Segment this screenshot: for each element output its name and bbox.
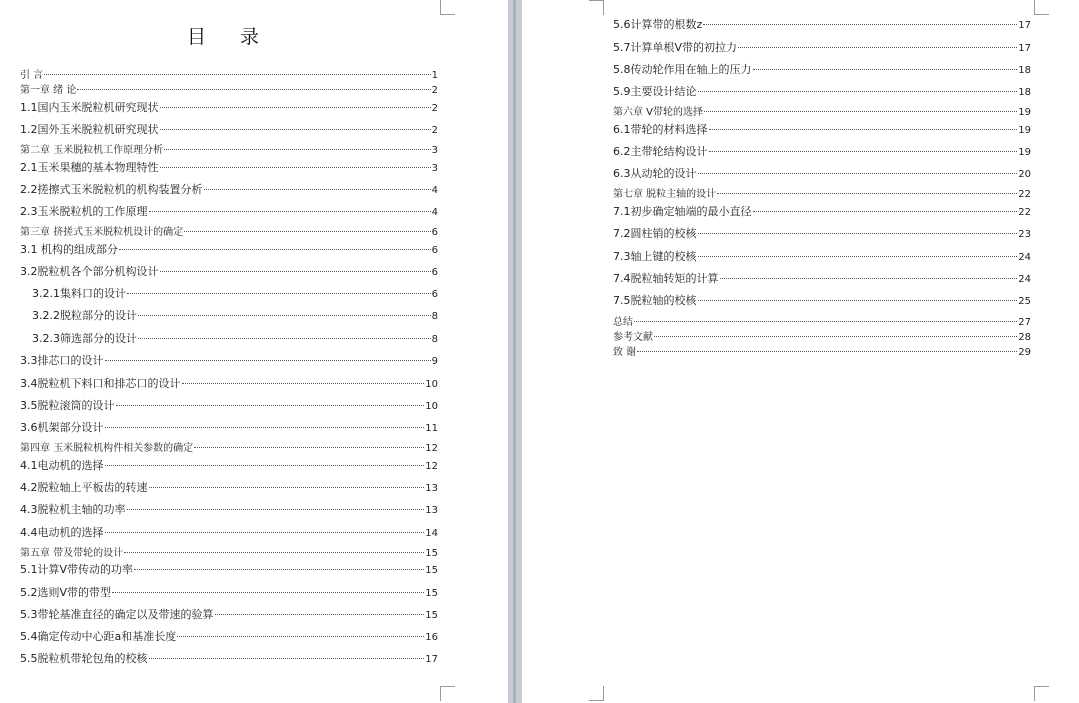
toc-entry-page: 24 (1018, 274, 1031, 285)
toc-entry-title: 4.2脱粒轴上平板齿的转速 (20, 481, 148, 494)
toc-entry-title: 6.1带轮的材料选择 (613, 123, 708, 136)
toc-entry-page: 2 (431, 103, 438, 114)
toc-entry[interactable] (20, 226, 438, 240)
toc-entry[interactable] (20, 84, 438, 98)
toc-entry[interactable] (20, 652, 438, 667)
toc-entry-page: 13 (425, 483, 438, 494)
toc-entry-title: 致 谢 (613, 347, 637, 358)
toc-entry[interactable] (20, 563, 438, 578)
toc-entry[interactable] (20, 101, 438, 116)
dot-leader (149, 487, 425, 488)
toc-entry-page: 4 (431, 185, 438, 196)
toc-entry-title: 7.2圆柱销的校核 (613, 227, 697, 240)
dot-leader (703, 24, 1017, 25)
toc-entry-page: 2 (431, 125, 438, 136)
toc-entry[interactable] (613, 331, 1031, 345)
dot-leader (717, 193, 1017, 194)
dot-leader (709, 129, 1018, 130)
toc-entry-page: 23 (1018, 229, 1031, 240)
toc-entry-title: 第二章 玉米脱粒机工作原理分析 (20, 145, 164, 156)
toc-entry-page: 9 (431, 356, 438, 367)
toc-entry-title: 2.3玉米脱粒机的工作原理 (20, 205, 148, 218)
toc-entry[interactable] (613, 106, 1031, 120)
dot-leader (105, 532, 425, 533)
toc-entry-title: 第一章 绪 论 (20, 85, 77, 96)
toc-entry-page: 3 (431, 163, 438, 174)
dot-leader (105, 427, 425, 428)
toc-entry-page: 3 (431, 145, 438, 156)
toc-entry-page: 15 (425, 565, 438, 576)
toc-entry[interactable] (32, 287, 438, 302)
toc-entry-title: 4.4电动机的选择 (20, 526, 104, 539)
toc-entry-page: 20 (1018, 169, 1031, 180)
toc-entry[interactable] (20, 459, 438, 474)
toc-entry-title: 5.8传动轮作用在轴上的压力 (613, 63, 752, 76)
toc-entry-title: 5.5脱粒机带轮包角的校核 (20, 652, 148, 665)
dot-leader (160, 129, 431, 130)
toc-entry-page: 14 (425, 528, 438, 539)
toc-entry-title: 3.3排芯口的设计 (20, 354, 104, 367)
toc-entry[interactable] (20, 503, 438, 518)
dot-leader (105, 465, 425, 466)
toc-entry[interactable] (20, 608, 438, 623)
toc-entry-title: 7.5脱粒轴的校核 (613, 294, 697, 307)
toc-entry-page: 15 (425, 548, 438, 559)
dot-leader (149, 658, 425, 659)
toc-entry-title: 5.7计算单根V带的初拉力 (613, 41, 738, 54)
toc-entry-page: 6 (431, 245, 438, 256)
toc-entry-title: 3.2.2脱粒部分的设计 (32, 309, 137, 322)
toc-entry[interactable] (20, 481, 438, 496)
toc-entry-page: 22 (1018, 189, 1031, 200)
toc-entry-title: 3.2.3筛选部分的设计 (32, 332, 137, 345)
toc-entry[interactable] (20, 377, 438, 392)
toc-entry-page: 22 (1018, 207, 1031, 218)
toc-entry-page: 19 (1018, 125, 1031, 136)
toc-entry-title: 5.9主要设计结论 (613, 85, 697, 98)
toc-entry-title: 5.6计算带的根数z (613, 18, 703, 31)
toc-entry-title: 第三章 挤搓式玉米脱粒机设计的确定 (20, 227, 184, 238)
dot-leader (698, 91, 1018, 92)
toc-entry[interactable] (613, 18, 1031, 33)
toc-entry[interactable] (20, 265, 438, 280)
toc-entry[interactable] (20, 161, 438, 176)
toc-entry-title: 7.3轴上键的校核 (613, 250, 697, 263)
dot-leader (738, 47, 1017, 48)
dot-leader (698, 300, 1018, 301)
toc-entry-title: 3.5脱粒滚筒的设计 (20, 399, 115, 412)
toc-entry[interactable] (20, 69, 438, 83)
toc-entry-page: 17 (1018, 20, 1031, 31)
toc-list-left (0, 0, 508, 703)
toc-entry-page: 10 (425, 379, 438, 390)
toc-entry-page: 19 (1018, 147, 1031, 158)
dot-leader (44, 74, 430, 75)
toc-entry-title: 2.2搓擦式玉米脱粒机的机构装置分析 (20, 183, 203, 196)
toc-entry[interactable] (32, 332, 438, 347)
dot-leader (698, 256, 1018, 257)
toc-entry[interactable] (613, 205, 1031, 220)
dot-leader (149, 211, 431, 212)
toc-entry[interactable] (613, 167, 1031, 182)
toc-entry-title: 5.1计算V带传动的功率 (20, 563, 134, 576)
dot-leader (119, 249, 431, 250)
toc-entry-page: 24 (1018, 252, 1031, 263)
dot-leader (654, 336, 1017, 337)
toc-entry-page: 17 (1018, 43, 1031, 54)
dot-leader (127, 509, 425, 510)
toc-entry-title: 6.2主带轮结构设计 (613, 145, 708, 158)
dot-leader (753, 211, 1018, 212)
dot-leader (634, 321, 1017, 322)
toc-entry[interactable] (613, 250, 1031, 265)
dot-leader (134, 569, 424, 570)
toc-entry-page: 6 (431, 289, 438, 300)
dot-leader (177, 636, 424, 637)
toc-entry-title: 第七章 脱粒主轴的设计 (613, 189, 717, 200)
dot-leader (160, 167, 431, 168)
toc-entry-title: 第五章 带及带轮的设计 (20, 548, 124, 559)
toc-list-right (522, 0, 1079, 703)
toc-entry-page: 18 (1018, 87, 1031, 98)
dot-leader (698, 173, 1018, 174)
toc-entry[interactable] (20, 205, 438, 220)
toc-entry[interactable] (613, 188, 1031, 202)
toc-entry-page: 6 (431, 267, 438, 278)
toc-entry[interactable] (20, 144, 438, 158)
dot-leader (215, 614, 425, 615)
dot-leader (105, 360, 431, 361)
toc-entry-title: 1.1国内玉米脱粒机研究现状 (20, 101, 159, 114)
dot-leader (164, 149, 430, 150)
toc-entry-page: 4 (431, 207, 438, 218)
dot-leader (138, 338, 431, 339)
toc-entry-page: 10 (425, 401, 438, 412)
toc-entry-page: 13 (425, 505, 438, 516)
toc-entry[interactable] (20, 630, 438, 645)
dot-leader (194, 447, 424, 448)
toc-entry-page: 1 (431, 70, 438, 81)
toc-entry[interactable] (613, 123, 1031, 138)
toc-entry-title: 7.1初步确定轴端的最小直径 (613, 205, 752, 218)
dot-leader (637, 351, 1017, 352)
toc-entry[interactable] (613, 85, 1031, 100)
toc-entry[interactable] (32, 309, 438, 324)
toc-entry-page: 15 (425, 588, 438, 599)
toc-title: 目 录 (186, 26, 274, 48)
toc-entry-title: 5.4确定传动中心距a和基准长度 (20, 630, 177, 643)
toc-entry-page: 6 (431, 227, 438, 238)
toc-entry-page: 19 (1018, 107, 1031, 118)
toc-entry-title: 5.2选则V带的带型 (20, 586, 112, 599)
toc-entry-title: 3.4脱粒机下料口和排芯口的设计 (20, 377, 181, 390)
toc-entry-title: 5.3带轮基准直径的确定以及带速的验算 (20, 608, 214, 621)
dot-leader (698, 233, 1018, 234)
toc-entry-page: 12 (425, 443, 438, 454)
toc-entry[interactable] (20, 526, 438, 541)
dot-leader (704, 111, 1017, 112)
toc-entry[interactable] (20, 586, 438, 601)
toc-entry-page: 28 (1018, 332, 1031, 343)
toc-entry-title: 2.1玉米果穗的基本物理特性 (20, 161, 159, 174)
toc-entry[interactable] (613, 294, 1031, 309)
toc-entry-title: 4.1电动机的选择 (20, 459, 104, 472)
dot-leader (124, 552, 424, 553)
toc-entry-title: 参考文献 (613, 332, 653, 343)
toc-entry-page: 27 (1018, 317, 1031, 328)
toc-entry[interactable] (613, 145, 1031, 160)
toc-entry-title: 3.6机架部分设计 (20, 421, 104, 434)
dot-leader (753, 69, 1018, 70)
toc-entry[interactable] (20, 442, 438, 456)
toc-entry-title: 3.1 机构的组成部分 (20, 243, 118, 256)
toc-entry[interactable] (20, 243, 438, 258)
toc-entry-page: 18 (1018, 65, 1031, 76)
toc-entry-page: 11 (425, 423, 438, 434)
document-page-left (0, 0, 508, 703)
toc-entry-title: 4.3脱粒机主轴的功率 (20, 503, 126, 516)
toc-entry[interactable] (613, 41, 1031, 56)
toc-entry[interactable] (20, 354, 438, 369)
toc-entry[interactable] (20, 183, 438, 198)
dot-leader (77, 89, 430, 90)
page-divider (513, 0, 516, 703)
toc-entry[interactable] (20, 399, 438, 414)
toc-entry[interactable] (613, 346, 1031, 360)
toc-entry[interactable] (613, 227, 1031, 242)
toc-entry[interactable] (20, 547, 438, 561)
toc-entry-title: 7.4脱粒轴转矩的计算 (613, 272, 719, 285)
toc-entry-title: 引 言 (20, 70, 44, 81)
toc-entry-page: 16 (425, 632, 438, 643)
toc-entry-title: 第六章 V带轮的选择 (613, 107, 704, 118)
dot-leader (160, 107, 431, 108)
dot-leader (112, 592, 424, 593)
toc-entry[interactable] (613, 272, 1031, 287)
toc-entry-title: 6.3从动轮的设计 (613, 167, 697, 180)
dot-leader (160, 271, 431, 272)
dot-leader (182, 383, 425, 384)
toc-entry-title: 1.2国外玉米脱粒机研究现状 (20, 123, 159, 136)
document-page-right (522, 0, 1079, 703)
dot-leader (127, 293, 431, 294)
toc-entry-page: 17 (425, 654, 438, 665)
dot-leader (720, 278, 1018, 279)
toc-entry-title: 3.2脱粒机各个部分机构设计 (20, 265, 159, 278)
toc-entry-title: 第四章 玉米脱粒机构件相关参数的确定 (20, 443, 194, 454)
dot-leader (709, 151, 1018, 152)
toc-entry-page: 15 (425, 610, 438, 621)
toc-entry[interactable] (20, 421, 438, 436)
toc-entry-page: 8 (431, 311, 438, 322)
toc-entry-title: 总结 (613, 317, 633, 328)
toc-entry-title: 3.2.1集料口的设计 (32, 287, 126, 300)
dot-leader (138, 315, 431, 316)
toc-entry-page: 8 (431, 334, 438, 345)
dot-leader (204, 189, 431, 190)
toc-entry-page: 25 (1018, 296, 1031, 307)
toc-entry[interactable] (613, 316, 1031, 330)
dot-leader (184, 231, 430, 232)
toc-entry-page: 2 (431, 85, 438, 96)
toc-entry-page: 29 (1018, 347, 1031, 358)
dot-leader (116, 405, 425, 406)
toc-entry-page: 12 (425, 461, 438, 472)
toc-entry[interactable] (613, 63, 1031, 78)
toc-entry[interactable] (20, 123, 438, 138)
